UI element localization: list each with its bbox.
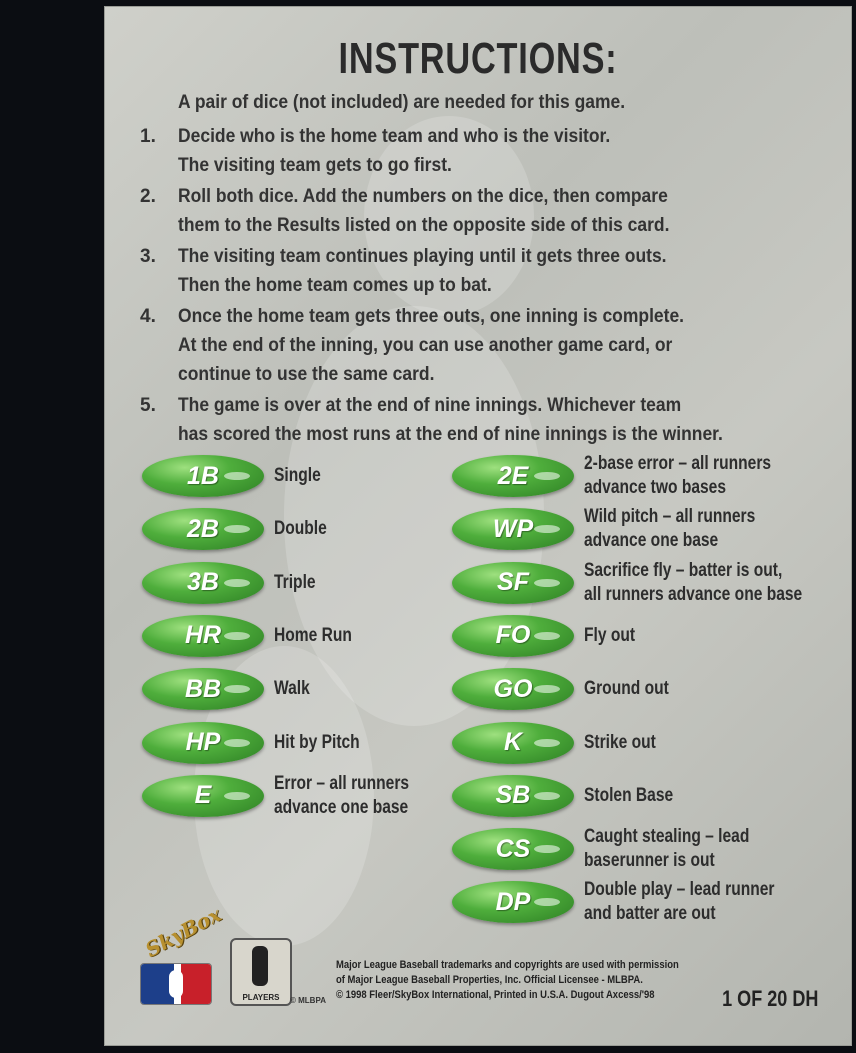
step-number: 5. — [140, 395, 156, 416]
result-code: 1B — [187, 461, 219, 490]
result-description — [274, 571, 316, 595]
step-line: The game is over at the end of nine innings. Whichever team — [178, 395, 682, 416]
legend-row — [142, 450, 331, 502]
result-code: 3B — [187, 568, 219, 597]
step-line: The visiting team gets to go first. — [178, 155, 452, 176]
step-number: 4. — [140, 306, 156, 327]
step-line: Once the home team gets three outs, one inning is complete. — [178, 306, 685, 327]
trading-card-back — [104, 6, 852, 1046]
step-number: 2. — [140, 186, 156, 207]
skybox-logo: SkyBox — [141, 902, 225, 962]
result-description — [584, 731, 656, 755]
instruction-step — [140, 182, 852, 240]
step-line: Then the home team comes up to bat. — [178, 275, 492, 296]
instruction-steps — [140, 122, 852, 451]
step-line: Roll both dice. Add the numbers on the dice, then compare — [178, 186, 668, 207]
result-description — [584, 677, 669, 701]
description-line: 2-base error – all runners — [584, 453, 772, 474]
description-line: Caught stealing – lead — [584, 826, 750, 848]
legend-row — [142, 717, 379, 769]
result-code: 2B — [187, 514, 219, 543]
mlbpa-label: PLAYERS — [242, 993, 280, 1002]
legal-text — [336, 958, 679, 1003]
result-description — [584, 825, 749, 873]
description-line: Stolen Base — [584, 784, 674, 806]
description-line: Sacrifice fly – batter is out, — [584, 559, 783, 581]
legend-row — [142, 663, 318, 715]
legend-row — [142, 770, 439, 822]
result-code-badge — [142, 615, 264, 657]
description-line: all runners advance one base — [584, 583, 803, 605]
legend-row — [452, 610, 646, 662]
result-description — [584, 624, 635, 648]
instruction-step — [140, 242, 852, 300]
mlb-logo — [140, 963, 212, 1005]
result-code-badge — [452, 615, 574, 657]
result-code-badge — [452, 775, 574, 817]
legal-line: © 1998 Fleer/SkyBox International, Printed in U.S.A. Dugout Axcess/'98 — [336, 989, 655, 1001]
step-line: At the end of the inning, you can use another game card, or — [178, 335, 673, 356]
result-code-badge — [452, 562, 574, 604]
result-code: CS — [495, 834, 531, 863]
instructions-title: INSTRUCTIONS: — [338, 34, 618, 83]
result-code: GO — [493, 674, 533, 703]
step-line: Decide who is the home team and who is the visitor. — [178, 126, 611, 147]
card-number: 1 OF 20 DH — [721, 986, 818, 1011]
result-code: BB — [184, 674, 222, 703]
description-line: advance two bases — [584, 477, 727, 498]
description-line: Hit by Pitch — [274, 731, 360, 753]
description-line: advance one base — [274, 796, 409, 818]
instruction-step — [140, 391, 852, 449]
step-line: them to the Results listed on the opposite side of this card. — [178, 215, 670, 236]
description-line: Single — [274, 465, 321, 486]
mlbpa-logo — [230, 938, 292, 1006]
result-code-badge — [452, 508, 574, 550]
legend-row — [142, 557, 325, 609]
player-figure-icon — [252, 946, 268, 986]
step-line: continue to use the same card. — [178, 364, 435, 385]
description-line: Wild pitch – all runners — [584, 506, 756, 528]
legend-row — [452, 503, 793, 555]
result-code-badge — [142, 562, 264, 604]
legend-row — [452, 450, 812, 502]
step-line: has scored the most runs at the end of nine innings is the winner. — [178, 424, 723, 445]
instruction-step — [140, 122, 852, 180]
result-description — [584, 452, 771, 500]
legend-row — [452, 663, 687, 715]
result-code-badge — [452, 828, 574, 870]
result-code-badge — [452, 668, 574, 710]
legend-row — [142, 610, 369, 662]
legend-row — [452, 770, 693, 822]
description-line: Double — [274, 518, 327, 540]
legend-row — [452, 876, 816, 928]
result-code: HP — [185, 728, 221, 756]
result-code: E — [194, 781, 212, 810]
description-line: Double play – lead runner — [584, 879, 775, 901]
result-code: K — [503, 728, 523, 756]
step-line: The visiting team continues playing until it gets three outs. — [178, 246, 667, 267]
result-description — [274, 731, 360, 755]
result-description — [274, 772, 409, 820]
result-description — [584, 878, 774, 926]
step-number: 3. — [140, 246, 156, 267]
result-code-badge — [452, 881, 574, 923]
description-line: Strike out — [584, 731, 656, 753]
result-description — [274, 624, 352, 648]
result-description — [584, 559, 802, 607]
result-code-badge — [142, 668, 264, 710]
result-code: SB — [495, 781, 531, 810]
result-code-badge — [452, 722, 574, 764]
result-code: SF — [497, 568, 529, 597]
description-line: advance one base — [584, 530, 719, 552]
legend-row — [452, 823, 786, 875]
result-code-badge — [142, 455, 264, 497]
intro-text: A pair of dice (not included) are needed for this game. — [178, 92, 626, 113]
mlbpa-copyright: © MLBPA — [290, 996, 326, 1005]
instruction-step — [140, 302, 852, 389]
result-code-badge — [142, 508, 264, 550]
result-code-badge — [142, 722, 264, 764]
result-code-badge — [142, 775, 264, 817]
legend-row — [452, 717, 672, 769]
description-line: Fly out — [584, 624, 636, 646]
result-code: 2E — [497, 461, 529, 490]
step-number: 1. — [140, 126, 156, 147]
description-line: Home Run — [274, 624, 352, 646]
legal-line: Major League Baseball trademarks and copyrights are used with permission — [336, 959, 679, 971]
description-line: Triple — [274, 571, 316, 593]
result-code: DP — [495, 887, 531, 916]
result-code: HR — [184, 621, 222, 650]
result-description — [274, 517, 327, 541]
result-code: FO — [495, 621, 531, 650]
description-line: Walk — [274, 678, 310, 700]
legend-row — [142, 503, 338, 555]
description-line: baserunner is out — [584, 850, 715, 872]
result-description — [274, 677, 310, 701]
description-line: Error – all runners — [274, 772, 410, 794]
result-description — [584, 784, 673, 808]
result-code: WP — [492, 514, 534, 543]
result-description — [584, 505, 755, 553]
description-line: and batter are out — [584, 903, 716, 925]
description-line: Ground out — [584, 678, 669, 700]
result-description — [274, 464, 321, 488]
legal-line: of Major League Baseball Properties, Inc. Official Licensee - MLBPA. — [336, 974, 643, 986]
legend-row — [452, 557, 850, 609]
result-code-badge — [452, 455, 574, 497]
